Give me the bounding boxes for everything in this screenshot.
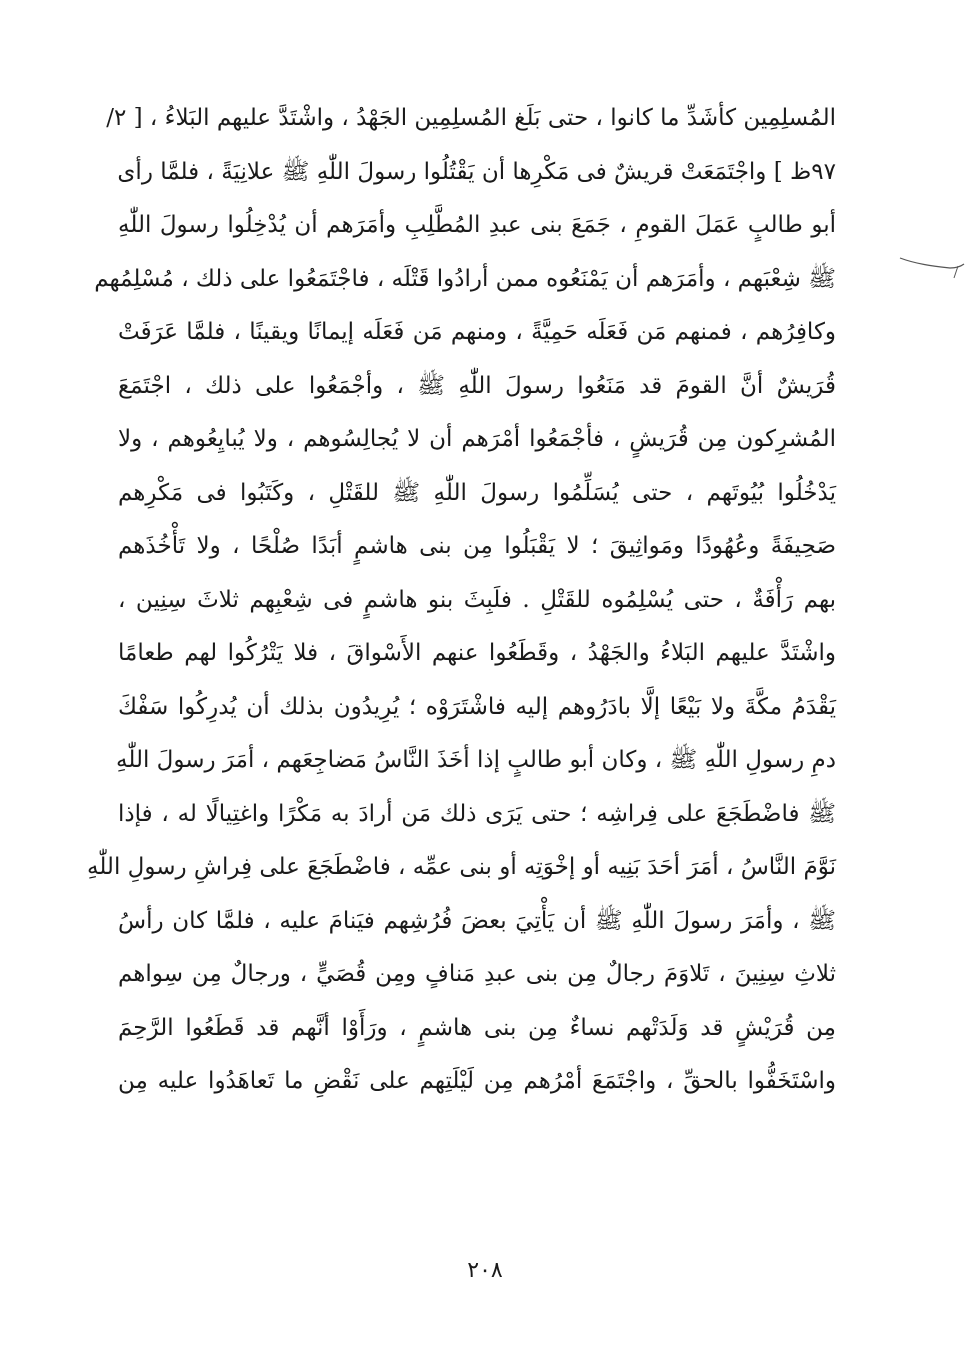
page-number: ٢٠٨ — [467, 1258, 503, 1283]
text-line-8: يَدْخُلُوا بُيُوتَهم ، حتى يُسَلِّمُوا رسولَ اللّٰهِ ﷺ للقَتْلِ ، وكَتَبُوا فى مَكْرِهم — [118, 479, 836, 506]
text-line-15: نَوَّمَ النَّاسُ ، أمَرَ أحَدَ بَنِيه أو إخْوَتِه أو بنى عمِّه ، فاضْطَجَعَ على فِراشِ رسولِ اللّٰهِ — [86, 854, 836, 880]
text-line-4: ﷺ شِعْبَهم ، وأمَرَهم أن يَمْنَعُوه ممن أرادُوا قَتْلَه ، فاجْتَمَعُوا على ذلك ، مُسْلِمُهم — [94, 265, 836, 292]
text-line-2: ٩٧ظ ] واجْتَمَعَتْ قريشٌ فى مَكْرِها أن يَقْتُلُوا رسولَ اللّٰهِ ﷺ علانِيَةً ، فلمَّا رأى — [117, 158, 836, 185]
text-line-12: يَقْدَمُ مكَّةَ ولا بَيْعًا إلَّا بادَرُوهم إليه فاشْتَرَوْه ؛ يُرِيدُون بذلك أن يُدرِكُوا سَفْكَ — [118, 693, 836, 720]
text-line-17: ثلاثِ سِنِينَ ، تَلاوَمَ رجالٌ مِن بنى عبدِ مَنافٍ ومِن قُصَيٍّ ، ورجالٌ مِن سِواهم — [118, 961, 836, 987]
margin-pen-mark — [898, 250, 968, 280]
text-line-16: ﷺ ، وأمَرَ رسولَ اللّٰهِ ﷺ أن يَأْتِيَ بعضَ فُرُشِهم فيَنامَ عليه ، فلمَّا كان رأسُ — [118, 907, 836, 934]
text-line-18: مِن قُرَيْشٍ قد وَلَدَتْهم نساءٌ مِن بنى هاشمٍ ، ورَأَوْا أنَّهم قد قَطَعُوا الرَّحِمَ — [118, 1014, 836, 1041]
text-line-1: المُسلِمِين كأشَدِّ ما كانوا ، حتى بَلَغ المُسلِمِين الجَهْدُ ، واشْتَدَّ عليهم البَلاءُ ، [ ٢/ — [106, 105, 836, 131]
text-line-19: واسْتَخَفُّوا بالحقِّ ، واجْتَمَعَ أمْرُهم مِن لَيْلَتِهم على نَقْضِ ما تَعاهَدُوا عليه مِن — [118, 1068, 836, 1094]
main-text — [86, 92, 836, 1109]
text-line-5: وكافِرُهم ، فمنهم مَن فَعَلَه حَمِيَّةً ، ومنهم مَن فَعَلَه إيمانًا ويقينًا ، فلمَّا عَرَفَتْ — [118, 319, 836, 345]
text-line-9: صَحِيفَةً وعُهُودًا ومَواثِيقَ ؛ لا يَقْبَلُوا مِن بنى هاشمٍ أبَدًا صُلْحًا ، ولا تَأْخُذَهم — [118, 533, 836, 559]
text-line-7: المُشرِكون مِن قُرَيشٍ ، فأجْمَعُوا أمْرَهم أن لا يُجالِسُوهم ، ولا يُبايِعُوهم ، ولا — [118, 426, 836, 452]
text-line-11: واشْتَدَّ عليهم البَلاءُ والجَهْدُ ، وقَطَعُوا عنهم الأَسْواقَ ، فلا يَتْرُكُوا لهم طعامًا — [118, 640, 836, 666]
text-line-6: قُرَيشٌ أنَّ القومَ قد مَنَعُوا رسولَ اللّٰهِ ﷺ ، وأجْمَعُوا على ذلك ، اجْتَمَعَ — [118, 372, 836, 399]
text-line-14: ﷺ فاضْطَجَعَ على فِراشِه ؛ حتى يَرَى ذلك مَن أرادَ به مَكْرًا واغتِيالًا له ، فإذا — [118, 800, 836, 827]
text-line-3: أبو طالبٍ عَمَلَ القومِ ، جَمَعَ بنى عبدِ المُطَّلِبِ وأمَرَهم أن يُدْخِلُوا رسولَ اللّٰهِ — [118, 212, 836, 238]
text-line-13: دمِ رسولِ اللّٰهِ ﷺ ، وكان أبو طالبٍ إذا أخَذَ النَّاسُ مَضاجِعَهم ، أمَرَ رسولَ اللّٰهِ — [116, 747, 836, 773]
text-line-10: بهم رَأْفَةٌ ، حتى يُسْلِمُوه للقَتْلِ . فلَبِثَ بنو هاشمٍ فى شِعْبِهم ثلاثَ سِنِين ، — [118, 586, 836, 613]
